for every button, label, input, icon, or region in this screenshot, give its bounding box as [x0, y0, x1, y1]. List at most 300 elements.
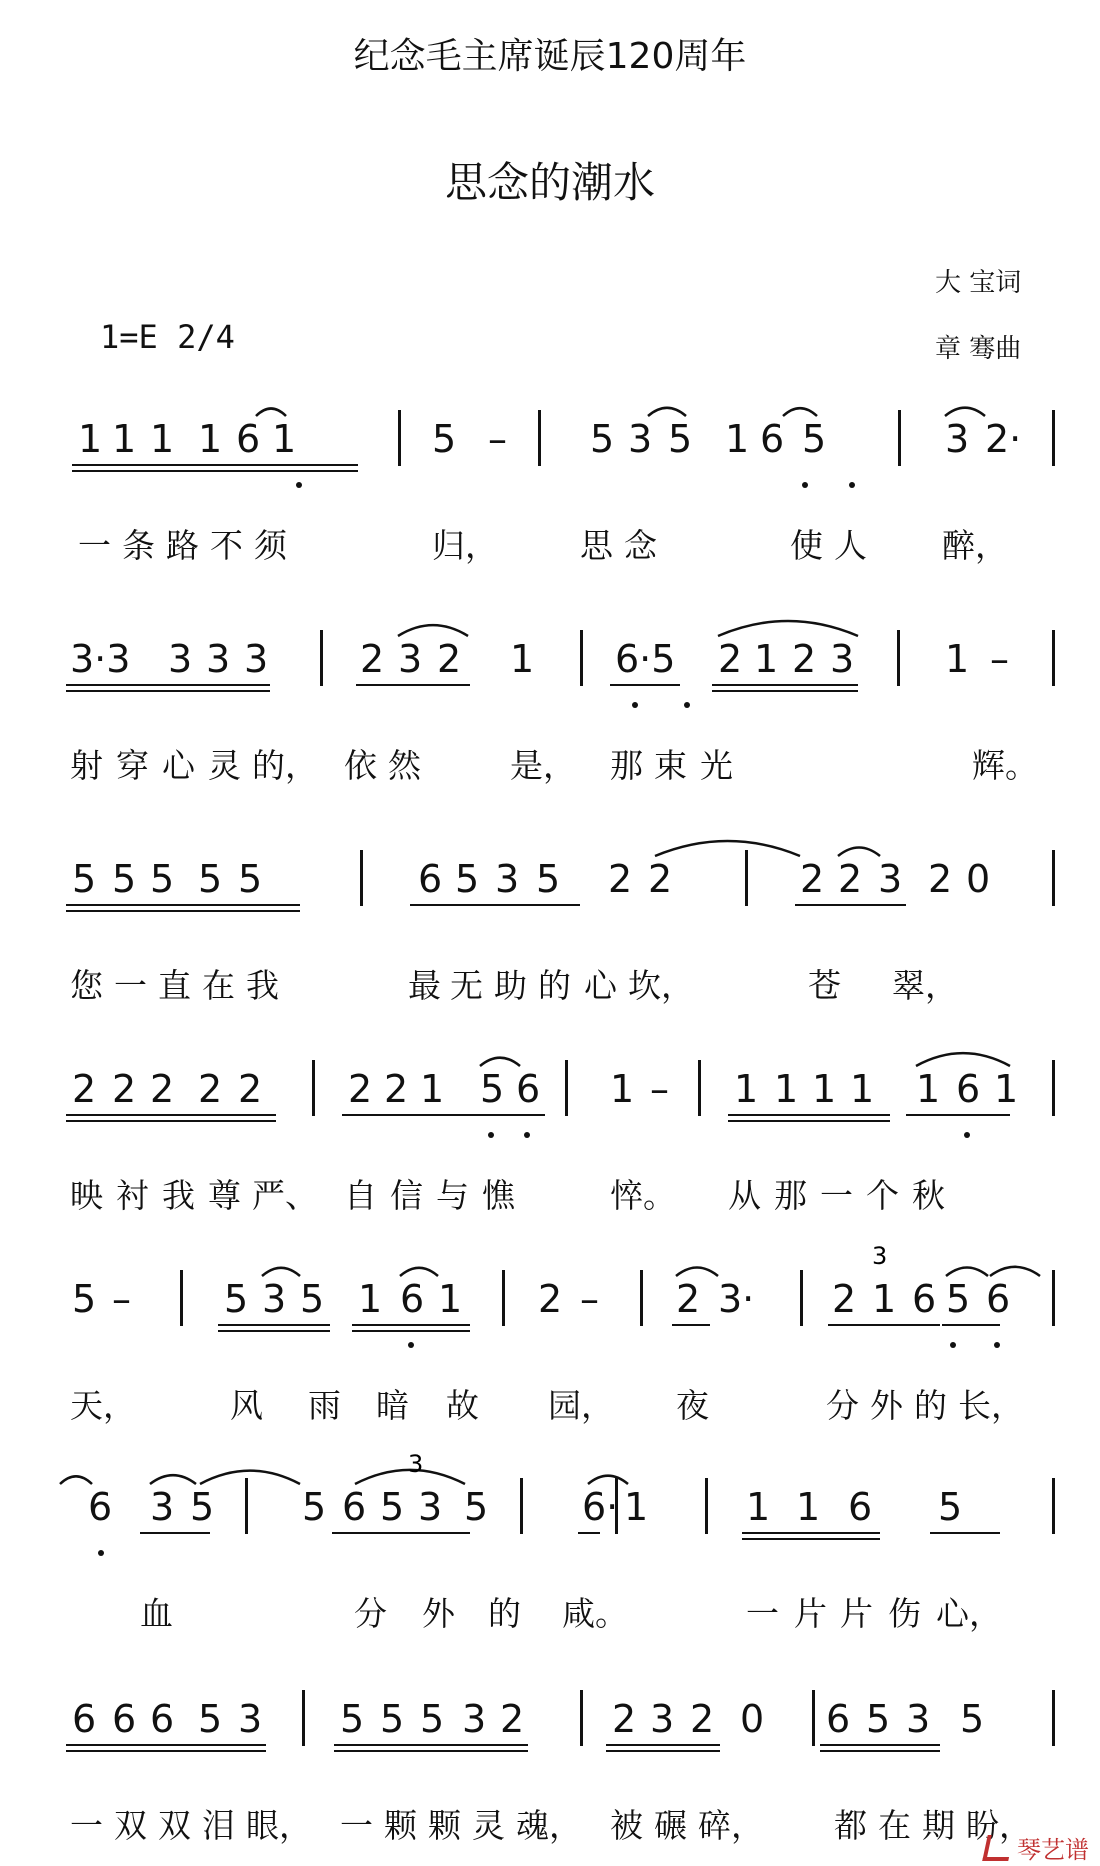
jianpu-note: 3 [945, 417, 970, 461]
lyric-syllable: 外 [870, 1386, 903, 1425]
jianpu-note: 5 [238, 857, 263, 901]
bar-line [1052, 1690, 1055, 1746]
jianpu-note: 1 [812, 1067, 837, 1111]
jianpu-note: 6 [342, 1485, 367, 1529]
jianpu-note: 6 [760, 417, 785, 461]
jianpu-note: 1 [746, 1485, 771, 1529]
jianpu-note: 1 [150, 417, 175, 461]
rhythm-underline [66, 1114, 276, 1116]
rhythm-underline [342, 1114, 545, 1116]
lyric-syllable: 条 [122, 526, 155, 565]
jianpu-note: 5 [938, 1485, 963, 1529]
jianpu-note: 2 [72, 1067, 97, 1111]
lyric-syllable: 的 [914, 1386, 947, 1425]
jianpu-note: 1 [112, 417, 137, 461]
jianpu-note: 3 [238, 1697, 263, 1741]
jianpu-note: 6 [826, 1697, 851, 1741]
logo-text: 琴艺谱 [1017, 1836, 1089, 1864]
lyric-syllable: 直 [158, 966, 191, 1005]
lyric-syllable: 双 [158, 1806, 191, 1845]
lyric-syllable: 那 [774, 1176, 807, 1215]
jianpu-note: 6 [72, 1697, 97, 1741]
lyric-syllable: 信 [390, 1176, 423, 1215]
lyric-syllable: 的， [252, 746, 318, 785]
bar-line [1052, 410, 1055, 466]
bar-line [580, 1690, 583, 1746]
rhythm-underline [72, 470, 200, 472]
lyric-syllable: 射 [70, 746, 103, 785]
jianpu-note: 1 [610, 1067, 635, 1111]
rhythm-underline [728, 1120, 890, 1122]
bar-line [800, 1270, 803, 1326]
lyric-syllable: 苍 [808, 966, 841, 1005]
rhythm-underline [410, 904, 580, 906]
rhythm-underline [66, 1744, 266, 1746]
slur-arc [945, 408, 985, 416]
jianpu-note: 1 [945, 637, 970, 681]
jianpu-note: 2 [538, 1277, 563, 1321]
jianpu-note: – [112, 1277, 131, 1321]
rhythm-underline [334, 1750, 528, 1752]
jianpu-note: 2 [437, 637, 462, 681]
jianpu-note: 1 [796, 1485, 821, 1529]
lyric-syllable: 路 [166, 526, 199, 565]
lyric-syllable: 一 [820, 1176, 853, 1215]
lyric-syllable: 咸。 [562, 1594, 628, 1633]
rhythm-underline [610, 684, 680, 686]
lyric-syllable: 双 [114, 1806, 147, 1845]
lyric-syllable: 一 [114, 966, 147, 1005]
lyric-syllable: 期 [922, 1806, 955, 1845]
jianpu-note: 2 [112, 1067, 137, 1111]
jianpu-note: 2 [800, 857, 825, 901]
rhythm-underline [795, 904, 906, 906]
triplet-mark: 3 [408, 1450, 424, 1478]
jianpu-note: 6 [88, 1485, 113, 1529]
jianpu-note: 2 [608, 857, 633, 901]
lyric-syllable: 园， [548, 1386, 614, 1425]
slur-arc [676, 1268, 718, 1277]
slur-arc [150, 1475, 196, 1484]
subtitle: 纪念毛主席诞辰120周年 [353, 36, 747, 77]
rhythm-underline [66, 904, 300, 906]
rhythm-underline [672, 1324, 710, 1326]
bar-line [898, 410, 901, 466]
slur-arc [718, 621, 858, 636]
key-time-signature: 1=E 2/4 [100, 318, 235, 356]
composer-credit: 章 骞曲 [935, 334, 1022, 364]
lyric-syllable: 外 [422, 1594, 455, 1633]
lyric-syllable: 的 [538, 966, 571, 1005]
jianpu-note: 5 [590, 417, 615, 461]
jianpu-note: 6 [912, 1277, 937, 1321]
octave-dot [950, 1342, 956, 1348]
jianpu-note: 1 [872, 1277, 897, 1321]
octave-dot [849, 482, 855, 488]
rhythm-underline [140, 1532, 210, 1534]
jianpu-note: 5 [946, 1277, 971, 1321]
lyric-syllable: 眼， [246, 1806, 312, 1845]
lyric-syllable: 灵 [208, 746, 241, 785]
lyric-syllable: 憔 [482, 1176, 515, 1215]
jianpu-note: 1 [725, 417, 750, 461]
lyric-syllable: 血 [140, 1594, 173, 1633]
jianpu-note: 2 [384, 1067, 409, 1111]
jianpu-note: 2 [832, 1277, 857, 1321]
lyric-syllable: 分 [354, 1594, 387, 1633]
jianpu-note: 3 [206, 637, 231, 681]
lyric-syllable: 辉。 [972, 746, 1038, 785]
lyric-syllable: 然 [388, 746, 421, 785]
jianpu-note: 1 [754, 637, 779, 681]
bar-line [812, 1690, 815, 1746]
jianpu-note: 2 [612, 1697, 637, 1741]
lyric-syllable: 伤 [888, 1594, 921, 1633]
slur-arc [60, 1476, 92, 1484]
jianpu-note: 1 [774, 1067, 799, 1111]
octave-dot [632, 702, 638, 708]
rhythm-underline [334, 1744, 528, 1746]
jianpu-note: 5 [536, 857, 561, 901]
lyric-syllable: 碾 [654, 1806, 687, 1845]
octave-dot [994, 1342, 1000, 1348]
rhythm-underline [712, 690, 858, 692]
lyric-syllable: 心， [936, 1594, 1002, 1633]
lyric-syllable: 盼， [966, 1806, 1032, 1845]
lyric-syllable: 心 [162, 746, 195, 785]
lyric-syllable: 无 [450, 966, 483, 1005]
slur-arc [916, 1053, 1010, 1066]
bar-line [398, 410, 401, 466]
rhythm-underline [66, 1750, 266, 1752]
bar-line [580, 630, 583, 686]
lyric-syllable: 衬 [116, 1176, 149, 1215]
lyric-syllable: 在 [878, 1806, 911, 1845]
lyric-syllable: 使 [790, 526, 823, 565]
jianpu-note: 0 [740, 1697, 765, 1741]
jianpu-note: 5 [420, 1697, 445, 1741]
jianpu-note: – [650, 1067, 669, 1111]
lyric-syllable: 思 [580, 526, 613, 565]
jianpu-note: 5 [380, 1697, 405, 1741]
lyric-syllable: 坎， [628, 966, 694, 1005]
lyric-syllable: 一 [70, 1806, 103, 1845]
rhythm-underline [606, 1750, 720, 1752]
jianpu-note: 1 [358, 1277, 383, 1321]
rhythm-underline [930, 1532, 1000, 1534]
jianpu-note: 1 [916, 1067, 941, 1111]
rhythm-underline [728, 1114, 890, 1116]
slur-arc [262, 1268, 300, 1276]
jianpu-note: 2 [718, 637, 743, 681]
bar-line [698, 1060, 701, 1116]
jianpu-note: 5 [72, 1277, 97, 1321]
rhythm-underline [356, 684, 470, 686]
lyric-syllable: 须 [254, 526, 287, 565]
lyric-syllable: 的 [488, 1594, 521, 1633]
jianpu-note: 6 [418, 857, 443, 901]
slur-arc [256, 409, 286, 417]
lyric-syllable: 映 [70, 1176, 103, 1215]
lyric-syllable: 一 [340, 1806, 373, 1845]
bar-line [565, 1060, 568, 1116]
jianpu-note: 1 [510, 637, 535, 681]
jianpu-note: 2 [198, 1067, 223, 1111]
bar-line [245, 1478, 248, 1534]
jianpu-note: 6 [150, 1697, 175, 1741]
rhythm-underline [352, 1330, 470, 1332]
jianpu-note: 3 [628, 417, 653, 461]
jianpu-note: 5 [455, 857, 480, 901]
jianpu-note: 5 [668, 417, 693, 461]
bar-line [640, 1270, 643, 1326]
lyric-syllable: 助 [494, 966, 527, 1005]
lyric-syllable: 光 [700, 746, 733, 785]
jianpu-note: 1 [198, 417, 223, 461]
octave-dot [964, 1132, 970, 1138]
octave-dot [296, 482, 302, 488]
bar-line [1052, 1478, 1055, 1534]
jianpu-note: 1 [734, 1067, 759, 1111]
lyric-syllable: 醉， [942, 526, 1008, 565]
jianpu-note: 5 [300, 1277, 325, 1321]
lyric-syllable: 分 [826, 1386, 859, 1425]
jianpu-note: 1 [624, 1485, 649, 1529]
rhythm-underline [606, 1744, 720, 1746]
bar-line [360, 850, 363, 906]
bar-line [1052, 850, 1055, 906]
lyric-syllable: 人 [834, 526, 867, 565]
jianpu-note: 2 [360, 637, 385, 681]
lyric-syllable: 我 [162, 1176, 195, 1215]
jianpu-note: – [990, 637, 1009, 681]
slur-arc [946, 1268, 988, 1277]
lyric-syllable: 念 [624, 526, 657, 565]
jianpu-note: 1 [994, 1067, 1019, 1111]
jianpu-note: 5 [198, 857, 223, 901]
jianpu-note: 5 [150, 857, 175, 901]
octave-dot [98, 1550, 104, 1556]
jianpu-note: 3 [150, 1485, 175, 1529]
lyric-syllable: 穿 [116, 746, 149, 785]
lyric-syllable: 都 [834, 1806, 867, 1845]
jianpu-note: 5 [866, 1697, 891, 1741]
jianpu-note: 1 [850, 1067, 875, 1111]
jianpu-note: – [580, 1277, 599, 1321]
octave-dot [408, 1342, 414, 1348]
lyric-syllable: 颗 [428, 1806, 461, 1845]
rhythm-underline [192, 464, 358, 466]
jianpu-note: 5 [112, 857, 137, 901]
slur-arc [398, 625, 468, 636]
lyric-syllable: 雨 [308, 1386, 341, 1425]
rhythm-underline [942, 1324, 1000, 1326]
lyric-syllable: 从 [728, 1176, 761, 1215]
bar-line [897, 630, 900, 686]
octave-dot [524, 1132, 530, 1138]
triplet-mark: 3 [872, 1242, 888, 1270]
jianpu-note: 3 [262, 1277, 287, 1321]
jianpu-note: 1 [78, 417, 103, 461]
rhythm-underline [828, 1324, 940, 1326]
lyric-syllable: 自 [344, 1176, 377, 1215]
lyric-syllable: 被 [610, 1806, 643, 1845]
rhythm-underline [352, 1324, 470, 1326]
jianpu-note: 5 [224, 1277, 249, 1321]
jianpu-note: 5 [340, 1697, 365, 1741]
jianpu-note: 3 [495, 857, 520, 901]
bar-line [705, 1478, 708, 1534]
jianpu-note: 3 [906, 1697, 931, 1741]
bar-line [1052, 1060, 1055, 1116]
jianpu-note: 3 [830, 637, 855, 681]
jianpu-note: 6 [956, 1067, 981, 1111]
logo-icon [982, 1835, 1014, 1861]
site-logo [985, 1830, 1089, 1865]
lyric-syllable: 颗 [384, 1806, 417, 1845]
jianpu-note: 6 [516, 1067, 541, 1111]
lyric-syllable: 片 [794, 1594, 827, 1633]
rhythm-underline [712, 684, 858, 686]
slur-arc [588, 1476, 628, 1484]
rhythm-underline [66, 910, 300, 912]
jianpu-note: 3· [718, 1277, 755, 1321]
rhythm-underline [66, 684, 270, 686]
jianpu-note: 1 [420, 1067, 445, 1111]
jianpu-note: 5 [190, 1485, 215, 1529]
lyric-syllable: 尊 [208, 1176, 241, 1215]
lyric-syllable: 束 [654, 746, 687, 785]
jianpu-note: 3 [168, 637, 193, 681]
jianpu-note: 6 [400, 1277, 425, 1321]
jianpu-note: 5 [302, 1485, 327, 1529]
rhythm-underline [578, 1532, 600, 1534]
rhythm-underline [742, 1532, 880, 1534]
jianpu-note: 5 [432, 417, 457, 461]
octave-dot [684, 702, 690, 708]
lyric-syllable: 心 [584, 966, 617, 1005]
jianpu-note: 6·5 [615, 637, 676, 681]
jianpu-note: 0 [966, 857, 991, 901]
slur-arc [648, 408, 686, 416]
rhythm-underline [192, 470, 358, 472]
lyric-syllable: 依 [344, 746, 377, 785]
jianpu-note: 5 [480, 1067, 505, 1111]
jianpu-note: 5 [380, 1485, 405, 1529]
lyric-syllable: 您 [70, 966, 103, 1005]
lyric-syllable: 碎， [698, 1806, 764, 1845]
lyricist-credit: 大 宝词 [935, 268, 1022, 298]
lyric-syllable: 那 [610, 746, 643, 785]
lyric-syllable: 灵 [472, 1806, 505, 1845]
jianpu-note: 3 [398, 637, 423, 681]
rhythm-underline [742, 1538, 880, 1540]
lyric-syllable: 一 [746, 1594, 779, 1633]
bar-line [1052, 630, 1055, 686]
rhythm-underline [332, 1532, 470, 1534]
jianpu-note: 3 [418, 1485, 443, 1529]
jianpu-note: 3 [878, 857, 903, 901]
jianpu-note: 6 [236, 417, 261, 461]
lyric-syllable: 与 [436, 1176, 469, 1215]
bar-line [538, 410, 541, 466]
lyric-syllable: 暗 [376, 1386, 409, 1425]
lyric-syllable: 魂， [516, 1806, 582, 1845]
jianpu-note: 2 [500, 1697, 525, 1741]
bar-line [180, 1270, 183, 1326]
jianpu-note: 5 [464, 1485, 489, 1529]
rhythm-underline [218, 1330, 330, 1332]
jianpu-note: 1 [438, 1277, 463, 1321]
slur-arc [400, 1268, 438, 1276]
lyric-syllable: 风 [230, 1386, 263, 1425]
rhythm-underline [72, 464, 200, 466]
lyric-syllable: 泪 [202, 1806, 235, 1845]
jianpu-note: 5 [72, 857, 97, 901]
jianpu-note: 5 [960, 1697, 985, 1741]
lyric-syllable: 悴。 [610, 1176, 676, 1215]
lyric-syllable: 在 [202, 966, 235, 1005]
jianpu-note: 5 [198, 1697, 223, 1741]
slur-arc [480, 1058, 520, 1066]
rhythm-underline [218, 1324, 330, 1326]
jianpu-note: 3 [244, 637, 269, 681]
slur-arc [655, 841, 800, 856]
jianpu-note: – [488, 417, 507, 461]
jianpu-note: 2 [690, 1697, 715, 1741]
bar-line [1052, 1270, 1055, 1326]
bar-line [302, 1690, 305, 1746]
lyric-syllable: 天， [70, 1386, 136, 1425]
jianpu-note: 2 [238, 1067, 263, 1111]
lyric-syllable: 一 [78, 526, 111, 565]
lyric-syllable: 夜 [676, 1386, 709, 1425]
slur-arc [200, 1471, 300, 1484]
octave-dot [802, 482, 808, 488]
jianpu-note: 2 [150, 1067, 175, 1111]
rhythm-underline [820, 1744, 940, 1746]
jianpu-note: 1 [272, 417, 297, 461]
jianpu-note: 3·3 [70, 637, 131, 681]
jianpu-note: 6· [582, 1485, 619, 1529]
jianpu-note: 3 [462, 1697, 487, 1741]
bar-line [320, 630, 323, 686]
jianpu-note: 2 [792, 637, 817, 681]
jianpu-note: 2 [928, 857, 953, 901]
lyric-syllable: 长， [958, 1386, 1024, 1425]
rhythm-underline [66, 690, 270, 692]
jianpu-note: 2 [648, 857, 673, 901]
rhythm-underline [820, 1750, 940, 1752]
lyric-syllable: 秋 [912, 1176, 945, 1215]
jianpu-note: 2 [676, 1277, 701, 1321]
lyric-syllable: 严、 [252, 1176, 318, 1215]
lyric-syllable: 我 [246, 966, 279, 1005]
slur-arc [783, 408, 817, 416]
slur-arc [990, 1267, 1040, 1276]
bar-line [312, 1060, 315, 1116]
rhythm-underline [66, 1120, 276, 1122]
song-title: 思念的潮水 [444, 158, 655, 207]
jianpu-note: 2 [838, 857, 863, 901]
lyric-syllable: 片 [840, 1594, 873, 1633]
bar-line [502, 1270, 505, 1326]
octave-dot [488, 1132, 494, 1138]
lyric-syllable: 个 [866, 1176, 899, 1215]
jianpu-note: 2· [985, 417, 1022, 461]
jianpu-note: 6 [848, 1485, 873, 1529]
bar-line [745, 850, 748, 906]
